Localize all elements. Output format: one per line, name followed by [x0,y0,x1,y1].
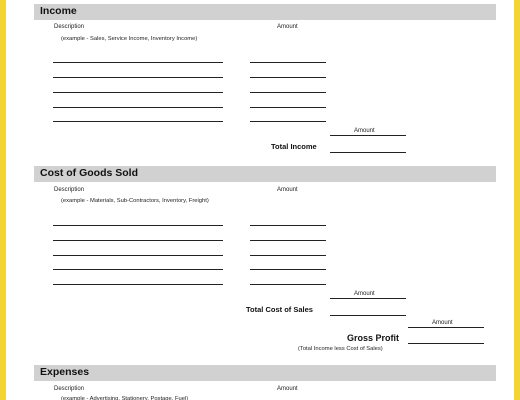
cogs-description-label: Description [54,187,85,193]
gross-profit-note: (Total Income less Cost of Sales) [298,346,383,352]
income-description-line[interactable] [53,107,223,108]
income-section-title: Income [40,5,77,17]
gross-profit-amount-caption: Amount [432,320,453,326]
income-description-label: Description [54,24,85,30]
cogs-amount-line[interactable] [250,255,326,256]
expenses-section-header [34,365,496,381]
gross-profit-amount-top-line [408,327,484,328]
cogs-total-amount-top-line [330,298,406,299]
expenses-description-label: Description [54,386,85,392]
form-page [6,0,514,400]
cogs-section-title: Cost of Goods Sold [40,167,138,179]
cogs-total-amount-caption: Amount [354,291,375,297]
cogs-description-line[interactable] [53,225,223,226]
total-income-label: Total Income [271,142,317,151]
gross-profit-label: Gross Profit [347,333,400,343]
income-amount-line[interactable] [250,77,326,78]
income-amount-line[interactable] [250,62,326,63]
cogs-section-header [34,166,496,182]
income-amount-line[interactable] [250,107,326,108]
cogs-amount-line[interactable] [250,269,326,270]
expenses-amount-label: Amount [277,386,298,392]
cogs-amount-line[interactable] [250,240,326,241]
income-total-amount-top-line [330,135,406,136]
cogs-amount-line[interactable] [250,284,326,285]
income-description-line[interactable] [53,92,223,93]
cogs-description-line[interactable] [53,269,223,270]
expenses-section-title: Expenses [40,366,90,378]
income-amount-line[interactable] [250,92,326,93]
income-amount-line[interactable] [250,121,326,122]
cogs-amount-label: Amount [277,187,298,193]
total-income-field[interactable] [330,152,406,153]
income-total-amount-caption: Amount [354,128,375,134]
income-description-line[interactable] [53,62,223,63]
total-cost-of-sales-field[interactable] [330,315,406,316]
income-description-line[interactable] [53,121,223,122]
income-section-header [34,4,496,20]
cogs-example-note: (example - Materials, Sub-Contractors, Inventory, Freight) [61,198,209,204]
cogs-description-line[interactable] [53,284,223,285]
total-cost-of-sales-label: Total Cost of Sales [246,305,313,314]
cogs-amount-line[interactable] [250,225,326,226]
expenses-example-note: (example - Advertising, Stationery, Postage, Fuel) [61,396,189,400]
cogs-description-line[interactable] [53,255,223,256]
cogs-description-line[interactable] [53,240,223,241]
gross-profit-field[interactable] [408,343,484,344]
income-amount-label: Amount [277,24,298,30]
income-description-line[interactable] [53,77,223,78]
income-example-note: (example - Sales, Service Income, Inventory Income) [61,36,198,42]
